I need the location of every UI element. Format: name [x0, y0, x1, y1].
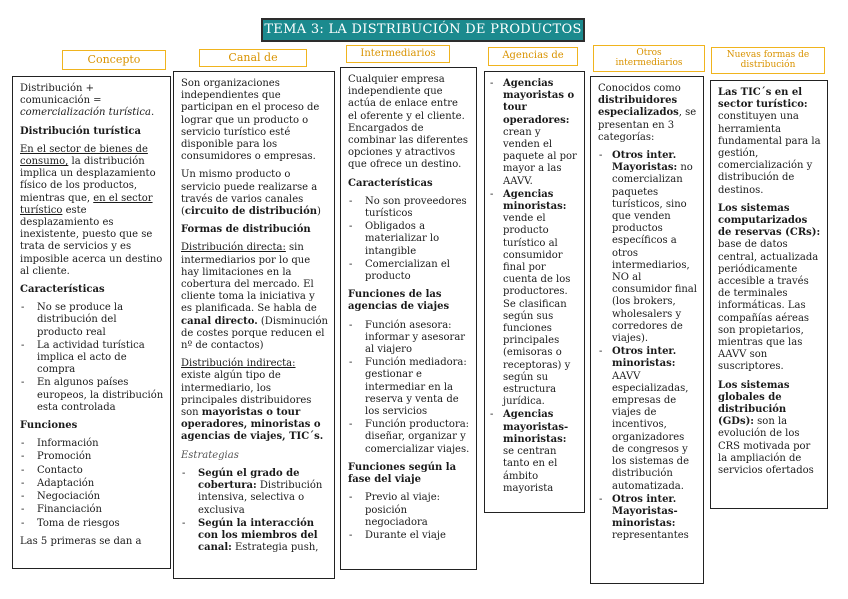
- funciones-list: [20, 438, 164, 529]
- list-item: - Toma de riesgos: [20, 518, 164, 530]
- formula-result: comercialización turística.: [20, 107, 155, 119]
- crs-paragraph: Los sistemas computarizados de reservas (CRs): base de datos central, actualizada periódicamente accesible a través de terminales informáticas. Las compañías aéreas son propietarios, mientras que las AAVV son suscriptores.: [718, 202, 821, 373]
- canal-definition: Son organizaciones independientes que participan en el proceso de lograr que un producto o servicio turístico esté disponible para los consumidores o empresas.: [181, 78, 320, 163]
- list-item: - Promoción: [20, 451, 164, 463]
- funciones-list: [348, 320, 470, 456]
- concepto-tail: Las 5 primeras se dan a: [20, 535, 142, 547]
- list-item: - Según la interacción con los miembros del canal: Estrategia push,: [181, 518, 328, 555]
- list-item: - Durante el viaje: [348, 530, 470, 542]
- list-item: - Obligados a materializar lo intangible: [348, 221, 470, 258]
- list-item: - Comercializan el producto: [348, 259, 470, 283]
- formula-line: Distribución + comunicación =: [20, 83, 102, 107]
- gds-paragraph: Los sistemas globales de distribución (GDs): son la evolución de los CRS motivada por la ampliación de servicios ofertados: [718, 379, 814, 477]
- heading-funciones: Funciones: [20, 420, 78, 432]
- list-item: - Contacto: [20, 465, 164, 477]
- header-canal: Canal de: [199, 49, 307, 67]
- column-concepto: [12, 76, 171, 569]
- header-intermediarios: Intermediarios: [346, 45, 450, 63]
- header-agencias: Agencias de: [488, 47, 578, 66]
- list-item: - No se produce la distribución del producto real: [20, 302, 164, 339]
- column-otros: [590, 76, 704, 584]
- estrategias-list: [181, 468, 328, 554]
- list-item: - Información: [20, 438, 164, 450]
- column-intermediarios: [340, 67, 477, 570]
- distribucion-indirecta: Distribución indirecta: existe algún tipo de intermediario, los principales distribuidores son mayoristas o tour operadores, minoristas o agencias de viajes, TIC´s.: [181, 358, 324, 443]
- fase-list: [348, 492, 470, 542]
- list-item: - Financiación: [20, 504, 164, 516]
- heading-funciones-agencias: Funciones de las agencias de viajes: [348, 289, 450, 313]
- list-item: - Según el grado de cobertura: Distribución intensiva, selectiva o exclusiva: [181, 468, 328, 517]
- agencias-list: [489, 78, 578, 495]
- otros-list: [598, 150, 697, 543]
- list-item: - En algunos países europeos, la distribución esta controlada: [20, 377, 164, 414]
- concepto-paragraph: En el sector de bienes de consumo, la distribución implica un desplazamiento físico de los productos, mientras que, en el sector turístico este desplazamiento es inexistente, puesto que se trata de servicios y es imposible acerca un destino al cliente.: [20, 143, 163, 277]
- list-item: - Negociación: [20, 491, 164, 503]
- heading-distribucion-turistica: Distribución turística: [20, 125, 141, 137]
- column-nuevas: [710, 80, 828, 509]
- list-item: - La actividad turística implica el acto de compra: [20, 340, 164, 377]
- canal-paragraph-2: Un mismo producto o servicio puede realizarse a través de varios canales (circuito de distribución): [181, 169, 321, 218]
- list-item: - Adaptación: [20, 478, 164, 490]
- column-canal: [173, 71, 335, 579]
- list-item: - Función mediadora: gestionar e intermediar en la reserva y venta de los servicios: [348, 357, 470, 418]
- caracteristicas-list: [348, 196, 470, 283]
- list-item: - Agencias mayoristas o tour operadores: crean y venden el paquete al por mayor a las AAVV.: [489, 78, 578, 188]
- list-item: - Otros inter. Mayoristas: no comercializan paquetes turísticos, sino que venden productos específicos a otros intermediarios, NO al consumidor final (los brokers, wholesalers y corredores de viajes).: [598, 150, 697, 345]
- tics-paragraph: Las TIC´s en el sector turístico: constituyen una herramienta fundamental para la gestión, comercialización y distribución de destinos.: [718, 87, 821, 196]
- list-item: - Función productora: diseñar, organizar y comercializar viajes.: [348, 419, 470, 456]
- header-otros: Otros intermediarios: [593, 45, 705, 72]
- list-item: - Previo al viaje: posición negociadora: [348, 492, 470, 529]
- heading-caracteristicas: Características: [20, 284, 105, 296]
- list-item: - Otros inter. minoristas: AAVV especializadas, empresas de viajes de incentivos, organizadores de congresos y los sistemas de distribución automatizada.: [598, 346, 697, 492]
- intermediarios-definition: Cualquier empresa independiente que actúa de enlace entre el oferente y el cliente. Encargados de combinar las diferentes opciones y atractivos que ofrece un destino.: [348, 74, 468, 171]
- heading-caracteristicas: Características: [348, 177, 433, 189]
- list-item: - No son proveedores turísticos: [348, 196, 470, 220]
- page-title: TEMA 3: LA DISTRIBUCIÓN DE PRODUCTOS: [261, 18, 585, 42]
- distribucion-directa: Distribución directa: sin intermediarios por lo que hay limitaciones en la cobertura del mercado. El cliente toma la iniciativa y es planificada. Se habla de canal directo. (Disminución de costes porque reducen el nº de contactos): [181, 242, 328, 352]
- otros-intro: Conocidos como distribuidores especializados, se presentan en 3 categorías:: [598, 83, 697, 143]
- list-item: - Agencias mayoristas-minoristas: se centran tanto en el ámbito mayorista: [489, 409, 578, 494]
- list-item: - Otros inter. Mayoristas-minoristas: representantes: [598, 494, 697, 543]
- column-agencias: [484, 71, 585, 513]
- caracteristicas-list: [20, 302, 164, 414]
- list-item: - Función asesora: informar y asesorar al viajero: [348, 320, 470, 357]
- heading-formas: Formas de distribución: [181, 224, 311, 236]
- header-nuevas: Nuevas formas de distribución: [711, 47, 825, 74]
- heading-fase-viaje: Funciones según la fase del viaje: [348, 461, 457, 486]
- heading-estrategias: Estrategias: [181, 449, 239, 461]
- header-concepto: Concepto: [62, 50, 166, 70]
- list-item: - Agencias minoristas: vende el producto turístico al consumidor final por cuenta de los productores. Se clasifican según sus funciones principales (emisoras o receptoras) y según su estructura jurídica.: [489, 189, 578, 409]
